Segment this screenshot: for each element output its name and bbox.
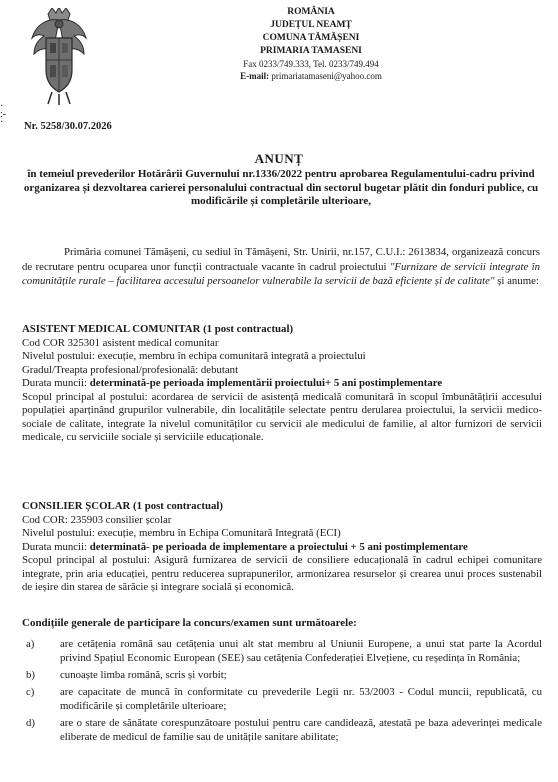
- margin-marks: · :- ·: [0, 101, 7, 128]
- header-commune: COMUNA TĂMĂȘENI: [262, 33, 360, 43]
- registration-number: Nr. 5258/30.07.2026: [24, 121, 112, 132]
- institution-header: [196, 6, 426, 82]
- header-email-label: E-mail:: [240, 71, 270, 81]
- list-item: [22, 685, 542, 713]
- document-title: ANUNȚ: [254, 151, 304, 166]
- item-letter: c): [26, 686, 35, 698]
- project-name: "Furnizare de servicii integrate în comunitățile rurale – facilitarea accesului persoanelor vulnerabile la servicii de bază eficiente și de calitate": [22, 260, 540, 287]
- position-cod: Cod COR 325301 asistent medical comunitar: [22, 336, 219, 349]
- position-cod: Cod COR: 235903 consilier școlar: [22, 513, 172, 526]
- item-letter: a): [26, 638, 35, 650]
- position-title: CONSILIER ȘCOLAR (1 post contractual): [22, 500, 223, 512]
- intro-paragraph: [22, 245, 540, 289]
- item-letter: d): [26, 717, 35, 729]
- list-item: [22, 668, 542, 682]
- durata-label: Durata muncii:: [22, 377, 90, 389]
- item-text: are capacitate de muncă în conformitate cu prevederile Legii nr. 53/2003 - Codul muncii, republicată, cu modificările și completările ulterioare;: [60, 686, 542, 712]
- list-item: [22, 716, 542, 744]
- conditions-title: Condițiile generale de participare la concurs/examen sunt următoarele:: [22, 617, 357, 629]
- position-nivel: Nivelul postului: execuție, membru în Echipa Comunitară Integrată (ECI): [22, 527, 341, 539]
- item-text: cunoaște limba română, scris și vorbit;: [60, 669, 227, 681]
- header-email-line: [196, 70, 426, 82]
- position-durata: [22, 541, 542, 555]
- list-item: [22, 637, 542, 665]
- item-text: are o stare de sănătate corespunzătoare postului pentru care candidează, atestată pe baza adeverinței medicale eliberate de medicul de familie sau de unitățile sanitare abilitate;: [60, 717, 542, 743]
- durata-value: determinată- pe perioada de implementare a proiectului + 5 ani postimplementare: [89, 540, 468, 553]
- item-letter: b): [26, 669, 35, 681]
- intro-text: Primăria comunei Tămășeni, cu sediul în Tămășeni, Str. Unirii, nr.157, C.U.I.: 2613834, organizează concurs de recrutare pentru ocuparea unor funcții contractuale vacante în cadrul proiectului: [22, 246, 540, 273]
- position-section-2: [22, 500, 542, 595]
- position-section-1: [22, 323, 542, 445]
- header-townhall: PRIMARIA TAMASENI: [260, 46, 362, 56]
- legal-basis: în temeiul prevederilor Hotărârii Guvernului nr.1336/2022 pentru aprobarea Regulamentului-cadru privind organizarea și dezvoltarea carierei personalului contractual din sectorul bugetar plătit din fonduri publice, cu modificările și completările ulterioare,: [23, 168, 539, 207]
- header-county: JUDEȚUL NEAMȚ: [270, 20, 352, 30]
- header-phone: Fax 0233/749.333, Tel. 0233/749.494: [243, 59, 379, 69]
- position-title: ASISTENT MEDICAL COMUNITAR (1 post contractual): [22, 323, 294, 335]
- durata-label: Durata muncii:: [22, 540, 90, 553]
- header-country: ROMÂNIA: [287, 7, 335, 17]
- conditions-list: [22, 637, 542, 747]
- position-nivel: Nivelul postului: execuție, membru în echipa comunitară integrată a proiectului: [22, 350, 366, 362]
- item-text: are cetățenia română sau cetățenia unui alt stat membru al Uniunii Europene, a unui stat parte la Acordul privind Spațiul Economic European (SEE) sau cetățenia Confederației Elvețiene, cu reședința în România;: [60, 638, 542, 664]
- intro-text-end: și anume:: [497, 275, 539, 287]
- header-email: primariatamaseni@yahoo.com: [271, 71, 382, 81]
- position-durata: [22, 377, 542, 391]
- position-grad: Gradul/Treapta profesional/profesională: debutant: [22, 363, 239, 376]
- romania-coat-of-arms-icon: [30, 8, 88, 106]
- position-scop: Scopul principal al postului: acordarea de servicii de asistență medicală comunitară în scopul îmbunătățirii accesului populației aparținând grupurilor vulnerabile, din localitățile selectate pentru derularea proiectului, la servicii medico-sociale de calitate, integrate la nivelul comunităților cu servicii ale medicului de familie, al altor furnizori de servicii medicale, cu serviciile sociale și serviciile educaționale.: [22, 390, 542, 443]
- durata-value: determinată-pe perioada implementării proiectului+ 5 ani postimplementare: [89, 377, 443, 389]
- position-scop: Scopul principal al postului: Asigură furnizarea de servicii de consiliere educațională în cadrul echipei comunitare integrate, prin aria educației, pentru reducerea suprapunerilor, armonizarea resurselor și crearea unui proces sustenabil de ieșire din starea de sărăcie și integrare socială și economică.: [22, 554, 542, 593]
